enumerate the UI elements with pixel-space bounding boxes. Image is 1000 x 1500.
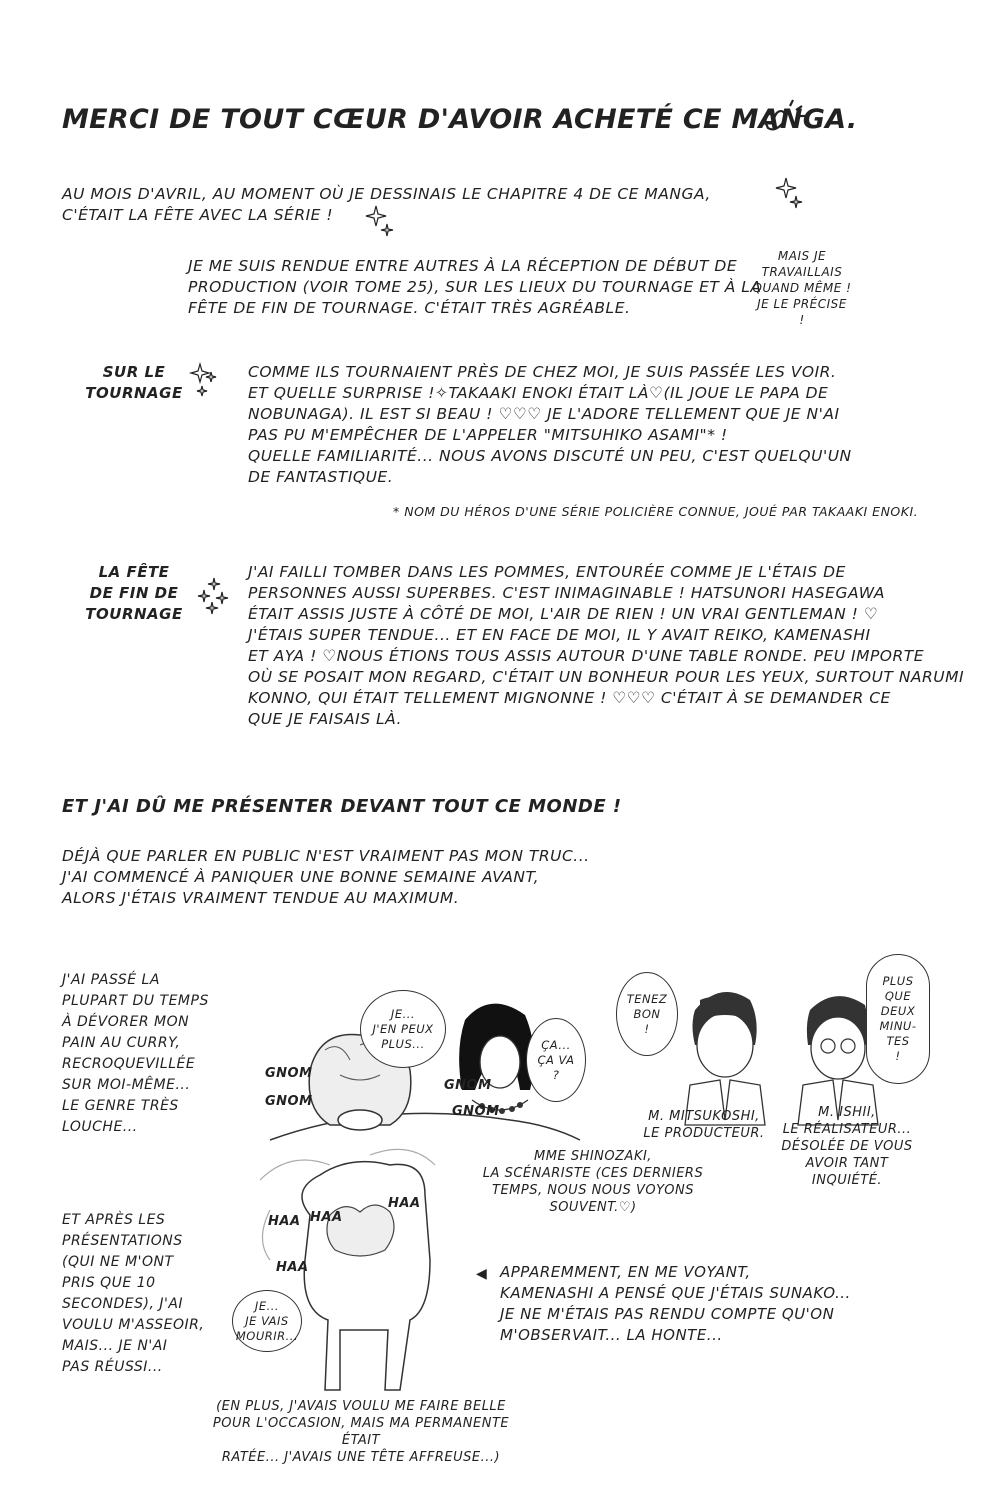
hearts-icon: ♡♡♡ <box>493 405 548 423</box>
caption-line: DÉSOLÉE DE VOUS <box>781 1139 913 1154</box>
bubble-line: TENEZ <box>626 991 668 1006</box>
aside-line-2: TRAVAILLAIS <box>761 265 843 279</box>
left2-line: PRIS QUE 10 <box>62 1275 156 1291</box>
shooting-label-1: SUR LE <box>102 363 166 381</box>
party-line-3-text: ÉTAIT ASSIS JUSTE À CÔTÉ DE MOI, L'AIR DE RIEN ! UN VRAI GENTLEMAN ! <box>248 605 859 623</box>
bubble-line: ÇA VA <box>537 1052 575 1067</box>
caption-line: M. ISHII, <box>818 1105 876 1120</box>
heart-icon: ♡ <box>649 384 664 402</box>
hearts-icon: ♡♡♡ <box>606 689 661 707</box>
speech-heading: ET J'AI DÛ ME PRÉSENTER DEVANT TOUT CE MONDE ! <box>62 796 622 817</box>
left1-line: PAIN AU CURRY, <box>62 1035 181 1051</box>
intro-line-1: AU MOIS D'AVRIL, AU MOMENT OÙ JE DESSINAIS LE CHAPITRE 4 DE CE MANGA, <box>62 185 711 203</box>
party-label <box>80 562 188 625</box>
shooting-line-3b: JE L'ADORE TELLEMENT QUE JE N'AI <box>547 405 840 423</box>
intro-line-2: C'ÉTAIT LA FÊTE AVEC LA SÉRIE ! <box>62 206 334 224</box>
shooting-line-2 <box>248 383 852 404</box>
left2-line: MAIS... JE N'AI <box>62 1338 168 1354</box>
party-label-3: TOURNAGE <box>85 605 183 623</box>
party-line-1: J'AI FAILLI TOMBER DANS LES POMMES, ENTOURÉE COMME JE L'ÉTAIS DE <box>248 563 846 581</box>
shooting-label <box>80 362 188 404</box>
aside-line-5: ! <box>799 313 805 327</box>
bottom-caption-line: RATÉE... J'AVAIS UNE TÊTE AFFREUSE...) <box>221 1450 501 1465</box>
bubble-line: J'EN PEUX <box>372 1021 434 1036</box>
party-line-7b: C'ÉTAIT À SE DEMANDER CE <box>660 689 891 707</box>
speech-bubble-shinozaki <box>526 1018 586 1102</box>
reception-line-2: PRODUCTION (VOIR TOME 25), SUR LES LIEUX DU TOURNAGE ET À LA <box>188 278 762 296</box>
sfx-haa: HAA <box>268 1214 301 1229</box>
shooting-line-5: QUELLE FAMILIARITÉ... NOUS AVONS DISCUTÉ UN PEU, C'EST QUELQU'UN <box>248 447 852 465</box>
left1-line: SUR MOI-MÊME... <box>62 1077 191 1093</box>
sparkle-icon: ✧ <box>434 384 449 402</box>
party-line-5 <box>248 646 964 667</box>
party-line-6: OÙ SE POSAIT MON REGARD, C'ÉTAIT UN BONHEUR POUR LES YEUX, SURTOUT NARUMI <box>248 668 965 686</box>
sparkle-icon <box>368 206 394 238</box>
speech-bubble-author <box>360 990 446 1068</box>
party-line-5a: ET AYA ! <box>248 647 317 665</box>
shooting-line-2c: (IL JOUE LE PAPA DE <box>663 384 829 402</box>
heart-icon: ♡ <box>316 647 337 665</box>
shooting-line-2a: ET QUELLE SURPRISE ! <box>248 384 435 402</box>
sfx-gnom: GNOM <box>444 1078 492 1093</box>
reception-aside <box>752 248 852 328</box>
reception-paragraph <box>188 256 762 319</box>
party-label-2: DE FIN DE <box>89 584 179 602</box>
bubble-line: ! <box>644 1021 650 1036</box>
bubble-line: JE VAIS <box>245 1313 289 1328</box>
bubble-line: DEUX <box>880 1004 916 1018</box>
left1-line: PLUPART DU TEMPS <box>62 993 209 1009</box>
title-text: MERCI DE TOUT CŒUR D'AVOIR ACHETÉ CE MANGA. <box>62 104 858 135</box>
comic-right-text <box>500 1262 851 1346</box>
left2-line: PAS RÉUSSI... <box>62 1359 163 1375</box>
reception-line-1: JE ME SUIS RENDUE ENTRE AUTRES À LA RÉCEPTION DE DÉBUT DE <box>188 257 738 275</box>
left2-line: ET APRÈS LES <box>62 1212 166 1228</box>
bubble-line: QUE <box>884 989 912 1003</box>
caption-ishii <box>772 1104 922 1189</box>
left1-line: J'AI PASSÉ LA <box>62 972 160 988</box>
shooting-line-1: COMME ILS TOURNAIENT PRÈS DE CHEZ MOI, JE SUIS PASSÉE LES VOIR. <box>248 363 837 381</box>
caption-mitsukoshi <box>634 1108 774 1142</box>
party-line-8: QUE JE FAISAIS LÀ. <box>248 710 402 728</box>
bubble-line: JE... <box>254 1298 280 1313</box>
shooting-paragraph <box>248 362 852 488</box>
footnote: * NOM DU HÉROS D'UNE SÉRIE POLICIÈRE CONNUE, JOUÉ PAR TAKAAKI ENOKI. <box>393 504 919 519</box>
party-line-7 <box>248 688 964 709</box>
party-line-5b: NOUS ÉTIONS TOUS ASSIS AUTOUR D'UNE TABLE RONDE. PEU IMPORTE <box>336 647 925 665</box>
caption-line: TEMPS, NOUS NOUS VOYONS <box>492 1183 694 1198</box>
left1-line: LOUCHE... <box>62 1119 138 1135</box>
bubble-line: ÇA... <box>541 1037 571 1052</box>
bottom-caption-line: POUR L'OCCASION, MAIS MA PERMANENTE ÉTAIT <box>212 1416 510 1448</box>
sfx-gnom: GNOM <box>265 1094 313 1109</box>
bubble-line: PLUS <box>882 974 914 988</box>
comic-left-text-2 <box>62 1210 204 1378</box>
caption-line <box>478 1199 708 1216</box>
shooting-line-3 <box>248 404 852 425</box>
pointer-arrow-icon: ◀ <box>476 1266 487 1282</box>
heart-icon: ♡) <box>618 1200 637 1215</box>
caption-line: LE RÉALISATEUR... <box>782 1122 912 1137</box>
party-line-7a: KONNO, QUI ÉTAIT TELLEMENT MIGNONNE ! <box>248 689 607 707</box>
bubble-line: TES <box>886 1034 910 1048</box>
right-text-line: APPAREMMENT, EN ME VOYANT, <box>500 1263 751 1281</box>
speech-line-3: ALORS J'ÉTAIS VRAIMENT TENDUE AU MAXIMUM. <box>62 889 460 907</box>
left1-line: À DÉVORER MON <box>62 1014 190 1030</box>
party-paragraph <box>248 562 964 730</box>
caption-line: LA SCÉNARISTE (CES DERNIERS <box>482 1166 704 1181</box>
party-line-4: J'ÉTAIS SUPER TENDUE... ET EN FACE DE MOI, IL Y AVAIT REIKO, KAMENASHI <box>248 626 871 644</box>
bubble-line: ! <box>895 1049 901 1063</box>
party-label-1: LA FÊTE <box>98 563 170 581</box>
page-title <box>62 104 857 135</box>
speech-paragraph <box>62 846 590 909</box>
party-line-2: PERSONNES AUSSI SUPERBES. C'EST INIMAGINABLE ! HATSUNORI HASEGAWA <box>248 584 885 602</box>
left2-line: SECONDES), J'AI <box>62 1296 184 1312</box>
speech-bubble-mourir <box>232 1290 302 1352</box>
bubble-line: BON <box>633 1006 661 1021</box>
shooting-line-3a: NOBUNAGA). IL EST SI BEAU ! <box>248 405 494 423</box>
heart-icon <box>760 98 810 142</box>
caption-line: LE PRODUCTEUR. <box>643 1126 765 1141</box>
sparkle-icon <box>192 364 218 398</box>
shooting-label-2: TOURNAGE <box>85 384 183 402</box>
caption-line: MME SHINOZAKI, <box>534 1149 652 1164</box>
sparkle-icon <box>778 178 802 208</box>
heart-icon: ♡ <box>858 605 879 623</box>
aside-line-3: QUAND MÊME ! <box>752 281 852 295</box>
right-text-line: JE NE M'ÉTAIS PAS RENDU COMPTE QU'ON <box>500 1305 835 1323</box>
bubble-line: MINU- <box>879 1019 917 1033</box>
left1-line: RECROQUEVILLÉE <box>62 1056 196 1072</box>
caption-line: AVOIR TANT INQUIÉTÉ. <box>805 1156 889 1188</box>
bottom-caption <box>196 1398 526 1466</box>
speech-line-2: J'AI COMMENCÉ À PANIQUER UNE BONNE SEMAINE AVANT, <box>62 868 540 886</box>
sfx-haa: HAA <box>388 1196 421 1211</box>
shooting-line-2b: TAKAAKI ENOKI ÉTAIT LÀ <box>448 384 650 402</box>
comic-left-text-1 <box>62 970 209 1138</box>
bubble-line: PLUS... <box>381 1036 425 1051</box>
speech-bubble-mitsukoshi <box>616 972 678 1056</box>
speech-bubble-ishii <box>866 954 930 1084</box>
left2-line: (QUI NE M'ONT <box>62 1254 174 1270</box>
shooting-line-4: PAS PU M'EMPÊCHER DE L'APPELER "MITSUHIKO ASAMI"* ! <box>248 426 728 444</box>
bubble-line: ? <box>552 1067 560 1082</box>
bubble-line: JE... <box>390 1006 416 1021</box>
bottom-caption-line: (EN PLUS, J'AVAIS VOULU ME FAIRE BELLE <box>216 1399 506 1414</box>
sfx-haa: HAA <box>276 1260 309 1275</box>
right-text-line: KAMENASHI A PENSÉ QUE J'ÉTAIS SUNAKO... <box>500 1284 851 1302</box>
caption-line: M. MITSUKOSHI, <box>648 1109 760 1124</box>
aside-line-1: MAIS JE <box>777 249 827 263</box>
sparkle-icon <box>196 578 232 614</box>
party-line-3 <box>248 604 964 625</box>
caption-line-text: SOUVENT. <box>549 1200 619 1215</box>
left2-line: PRÉSENTATIONS <box>62 1233 183 1249</box>
sfx-haa: HAA <box>310 1210 343 1225</box>
caption-shinozaki <box>478 1148 708 1216</box>
bubble-line: MOURIR... <box>235 1328 299 1343</box>
sfx-gnom: GNOM <box>265 1066 313 1081</box>
sfx-gnom: GNOM <box>452 1104 500 1119</box>
reception-line-3: FÊTE DE FIN DE TOURNAGE. C'ÉTAIT TRÈS AGRÉABLE. <box>188 299 631 317</box>
right-text-line: M'OBSERVAIT... LA HONTE... <box>500 1326 723 1344</box>
shooting-line-6: DE FANTASTIQUE. <box>248 468 394 486</box>
left2-line: VOULU M'ASSEOIR, <box>62 1317 205 1333</box>
left1-line: LE GENRE TRÈS <box>62 1098 179 1114</box>
aside-line-4: JE LE PRÉCISE <box>757 297 847 311</box>
speech-line-1: DÉJÀ QUE PARLER EN PUBLIC N'EST VRAIMENT PAS MON TRUC... <box>62 847 590 865</box>
